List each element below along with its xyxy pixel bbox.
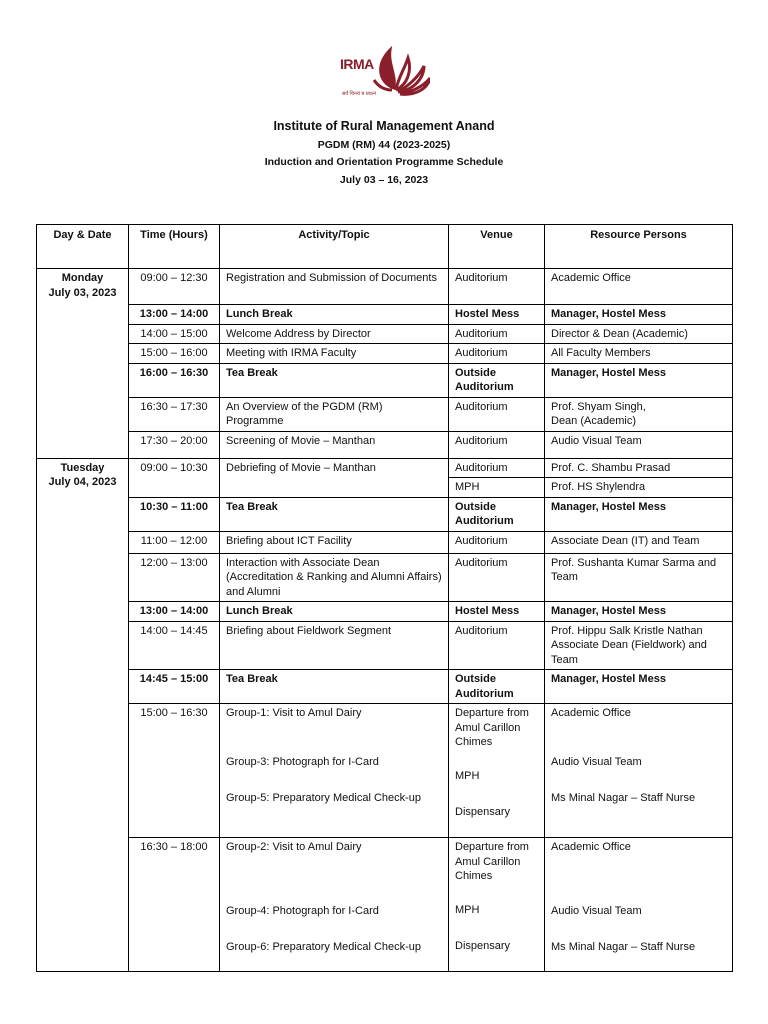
resource-cell [545, 621, 733, 670]
venue-cell: Auditorium [449, 324, 545, 344]
group-activity: Group-4: Photograph for I-Card [226, 904, 379, 917]
group-venue: MPH [455, 769, 480, 782]
venue-cell: Auditorium [449, 531, 545, 553]
venue-cell: Auditorium [449, 269, 545, 305]
group-venue: Departure from Amul Carillon Chimes [455, 707, 529, 748]
table-row [37, 458, 733, 478]
schedule-dates: July 03 – 16, 2023 [339, 174, 429, 186]
time-cell: 16:00 – 16:30 [129, 363, 220, 397]
group-resource: Ms Minal Nagar – Staff Nurse [551, 941, 696, 953]
resource-cell: Academic Office [545, 269, 733, 305]
activity-cell: An Overview of the PGDM (RM) Programme [220, 397, 449, 431]
venue-cell: MPH [449, 478, 545, 498]
venue-cell: Auditorium [449, 553, 545, 602]
activity-cell: Debriefing of Movie – Manthan [220, 458, 449, 497]
day-date: July 04, 2023 [48, 476, 117, 488]
col-header-time: Time (Hours) [129, 225, 220, 269]
day-cell-tuesday [37, 458, 129, 972]
activity-cell: Meeting with IRMA Faculty [220, 344, 449, 364]
activity-cell: Interaction with Associate Dean (Accreditation & Ranking and Alumni Affairs) and Alumni [220, 553, 449, 602]
col-header-venue: Venue [449, 225, 545, 269]
venue-cell [449, 704, 545, 838]
venue-cell: Auditorium [449, 621, 545, 670]
day-date: July 03, 2023 [48, 286, 117, 299]
col-header-resource: Resource Persons [545, 225, 733, 269]
venue-cell: Auditorium [449, 458, 545, 478]
group-resource: Audio Visual Team [551, 904, 642, 917]
time-cell: 11:00 – 12:00 [129, 531, 220, 553]
venue-cell: Auditorium [449, 397, 545, 431]
resource-cell: Manager, Hostel Mess [545, 305, 733, 325]
venue-cell: Hostel Mess [449, 305, 545, 325]
resource-cell [545, 838, 733, 972]
time-cell: 14:00 – 14:45 [129, 621, 220, 670]
time-cell: 13:00 – 14:00 [129, 305, 220, 325]
table-row [37, 553, 733, 602]
resource-cell [545, 704, 733, 838]
group-activity: Group-6: Preparatory Medical Check-up [226, 941, 422, 953]
schedule-title: Induction and Orientation Programme Schedule [264, 156, 504, 168]
resource-line: Prof. Hippu Salk Kristle Nathan [551, 624, 703, 637]
group-resource: Ms Minal Nagar – Staff Nurse [551, 792, 696, 804]
group-activity: Group-5: Preparatory Medical Check-up [226, 792, 422, 804]
resource-cell: Prof. Sushanta Kumar Sarma and Team [545, 553, 733, 602]
resource-cell: Audio Visual Team [545, 431, 733, 458]
venue-cell: Auditorium [449, 431, 545, 458]
time-cell: 17:30 – 20:00 [129, 431, 220, 458]
time-cell: 16:30 – 18:00 [129, 838, 220, 972]
group-activity: Group-3: Photograph for I-Card [226, 755, 379, 768]
group-activity: Group-2: Visit to Amul Dairy [226, 841, 362, 853]
venue-cell: Outside Auditorium [449, 497, 545, 531]
time-cell: 09:00 – 12:30 [129, 269, 220, 305]
programme-name: PGDM (RM) 44 (2023-2025) [317, 139, 451, 151]
resource-cell: Manager, Hostel Mess [545, 602, 733, 622]
time-cell: 15:00 – 16:30 [129, 704, 220, 838]
activity-cell: Registration and Submission of Documents [220, 269, 449, 305]
lotus-icon [338, 44, 430, 108]
activity-cell: Lunch Break [220, 305, 449, 325]
activity-cell: Tea Break [220, 363, 449, 397]
time-cell: 16:30 – 17:30 [129, 397, 220, 431]
resource-cell: Prof. C. Shambu Prasad [545, 458, 733, 478]
day-name: Monday [61, 272, 104, 284]
group-resource: Audio Visual Team [551, 755, 642, 768]
table-row [37, 621, 733, 670]
venue-cell: Outside Auditorium [449, 670, 545, 704]
activity-cell: Tea Break [220, 670, 449, 704]
time-cell: 14:45 – 15:00 [129, 670, 220, 704]
activity-cell: Briefing about Fieldwork Segment [220, 621, 449, 670]
institute-title: Institute of Rural Management Anand [273, 119, 495, 133]
table-row [37, 497, 733, 531]
resource-cell [545, 397, 733, 431]
time-cell: 15:00 – 16:00 [129, 344, 220, 364]
time-cell: 14:00 – 15:00 [129, 324, 220, 344]
table-row [37, 602, 733, 622]
time-cell: 12:00 – 13:00 [129, 553, 220, 602]
table-row [37, 531, 733, 553]
group-resource: Academic Office [551, 707, 631, 719]
resource-cell: All Faculty Members [545, 344, 733, 364]
table-row [37, 838, 733, 972]
activity-cell: Tea Break [220, 497, 449, 531]
resource-cell: Prof. HS Shylendra [545, 478, 733, 498]
col-header-activity: Activity/Topic [220, 225, 449, 269]
group-venue: Dispensary [455, 940, 511, 952]
table-row [37, 431, 733, 458]
table-row [37, 269, 733, 305]
table-row [37, 363, 733, 397]
activity-cell [220, 838, 449, 972]
time-cell: 10:30 – 11:00 [129, 497, 220, 531]
time-cell: 13:00 – 14:00 [129, 602, 220, 622]
day-name: Tuesday [60, 461, 105, 474]
resource-cell: Associate Dean (IT) and Team [545, 531, 733, 553]
venue-cell: Hostel Mess [449, 602, 545, 622]
resource-line: Associate Dean (Fieldwork) and Team [551, 639, 707, 666]
table-header-row [37, 225, 733, 269]
group-venue: MPH [455, 903, 480, 916]
group-activity: Group-1: Visit to Amul Dairy [226, 707, 362, 719]
day-cell-monday [37, 269, 129, 459]
logo-tagline: सर्वं चिन्त्यं च प्रयत्नं [342, 91, 376, 97]
venue-cell [449, 838, 545, 972]
col-header-day: Day & Date [37, 225, 129, 269]
venue-cell: Auditorium [449, 344, 545, 364]
table-row [37, 324, 733, 344]
table-row [37, 305, 733, 325]
group-resource: Academic Office [551, 841, 631, 853]
table-row [37, 670, 733, 704]
activity-cell: Lunch Break [220, 602, 449, 622]
irma-logo [338, 44, 430, 108]
activity-cell: Screening of Movie – Manthan [220, 431, 449, 458]
table-row [37, 704, 733, 838]
schedule-table [36, 224, 733, 972]
resource-cell: Director & Dean (Academic) [545, 324, 733, 344]
activity-cell: Briefing about ICT Facility [220, 531, 449, 553]
venue-cell: Outside Auditorium [449, 363, 545, 397]
activity-cell [220, 704, 449, 838]
resource-cell: Manager, Hostel Mess [545, 497, 733, 531]
resource-line: Dean (Academic) [551, 415, 636, 427]
resource-line: Prof. Shyam Singh, [551, 400, 646, 413]
group-venue: Departure from Amul Carillon Chimes [455, 841, 529, 882]
time-cell: 09:00 – 10:30 [129, 458, 220, 497]
table-row [37, 397, 733, 431]
resource-cell: Manager, Hostel Mess [545, 363, 733, 397]
resource-cell: Manager, Hostel Mess [545, 670, 733, 704]
logo-text: IRMA [340, 56, 374, 72]
activity-cell: Welcome Address by Director [220, 324, 449, 344]
table-row [37, 344, 733, 364]
group-venue: Dispensary [455, 806, 511, 818]
